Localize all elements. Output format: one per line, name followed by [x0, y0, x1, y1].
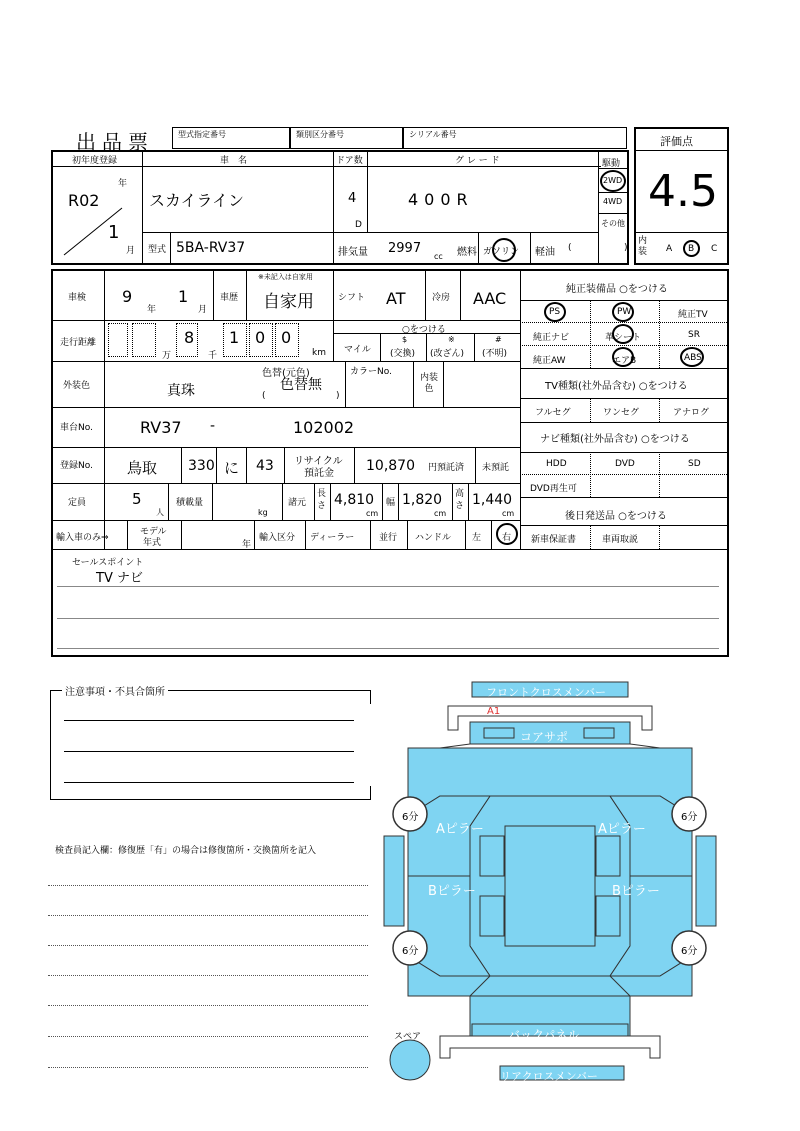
car-name: スカイライン: [149, 191, 245, 210]
width-value: 1,820: [402, 492, 443, 508]
equip-abs-circle: [680, 347, 704, 367]
navi-sd: SD: [688, 459, 701, 469]
load-kg-unit: kg: [258, 508, 268, 517]
shift-label: シフト: [338, 293, 366, 303]
import-division-label: 輸入区分: [259, 533, 296, 543]
mileage-km-unit: km: [312, 348, 326, 358]
first-reg-year: R02: [68, 191, 100, 210]
interior-a: A: [666, 244, 673, 254]
inspection-month: 1: [178, 287, 189, 306]
mileage-digit3: 0: [281, 328, 292, 347]
handle-label: ハンドル: [415, 533, 452, 543]
equip-airbag: エアB: [612, 356, 637, 366]
handle-right-circle: [496, 523, 518, 545]
inspection-label: 車検: [68, 293, 87, 303]
mileage-exchange: (交換): [390, 349, 416, 359]
navi-dvd: DVD: [615, 459, 635, 469]
equip-ps-circle: [544, 302, 566, 322]
mileage-label: 走行距離: [60, 338, 97, 348]
repaint-value: 色替無: [280, 377, 322, 393]
equip-tv: 純正TV: [678, 310, 708, 320]
mileage-unknown-sym: #: [495, 335, 502, 344]
inspector-label: 検査員記入欄：修復歴「有」の場合は修復箇所・交換箇所を記入: [55, 846, 317, 856]
mileage-sen-unit: 千: [208, 351, 218, 361]
grade: 400R: [408, 190, 474, 209]
width-cm: cm: [434, 509, 447, 518]
later-title: 後日発送品 ○をつける: [565, 511, 667, 522]
equip-pw-circle: [612, 302, 634, 322]
doors: 4: [348, 191, 357, 206]
interior-b-circle: [683, 240, 700, 257]
six-min-fr: 6分: [681, 812, 698, 823]
model-type-label: 型式: [148, 245, 167, 255]
recycle-label1: リサイクル: [294, 456, 343, 467]
interior-c: C: [711, 244, 718, 254]
length-label: 長さ: [317, 489, 327, 511]
capacity-unit: 人: [156, 508, 164, 517]
capacity-label: 定員: [68, 498, 87, 508]
spare-label: スペア: [394, 1032, 422, 1042]
equip-sr: SR: [688, 330, 700, 340]
registration-number: 43: [256, 458, 274, 474]
capacity-value: 5: [132, 490, 142, 508]
back-panel-label: バックパネル: [508, 1028, 580, 1042]
mileage-digit2: 0: [255, 328, 266, 347]
import-dealer: ディーラー: [310, 533, 355, 543]
first-reg-month-unit: 月: [126, 246, 136, 256]
history-value: 自家用: [263, 292, 314, 312]
tv-type-title: TV種類(社外品含む) ○をつける: [545, 381, 688, 392]
a1-mark: A1: [487, 706, 501, 717]
dims-label: 諸元: [288, 498, 307, 508]
interior-b: B: [688, 244, 695, 254]
equip-airbag-circle: [612, 347, 637, 367]
registration-area: 鳥取: [127, 459, 158, 477]
equip-leather-circle: [612, 324, 634, 344]
equip-leather: 革シート: [605, 333, 642, 343]
model-designation-label: 型式指定番号: [178, 130, 226, 139]
drive-2wd-circle: [600, 170, 626, 192]
drive-label: 駆動: [602, 159, 621, 169]
equip-ps: PS: [549, 307, 561, 317]
load-label: 積載量: [176, 498, 204, 508]
chassis-dash: -: [210, 418, 216, 434]
equipment-title: 純正装備品 ○をつける: [566, 284, 668, 295]
a-pillar-right-label: Aピラー: [598, 822, 646, 837]
chassis-prefix: RV37: [140, 418, 182, 437]
right-rocker: [696, 836, 716, 926]
chassis-number: 102002: [293, 418, 355, 437]
core-support-label: コアサポ: [520, 730, 569, 744]
import-label: 輸入車のみ⇒: [56, 533, 109, 543]
model-year-unit: 年: [242, 540, 252, 550]
mileage-man-unit: 万: [162, 351, 172, 361]
height-value: 1,440: [472, 492, 513, 508]
ac-label: 冷房: [432, 293, 451, 303]
rear-cross-label: リアクロスメンバー: [500, 1070, 598, 1083]
length-cm: cm: [366, 509, 379, 518]
diesel-paren-open: (: [568, 243, 572, 253]
mileage-tamper: (改ざん): [430, 349, 465, 359]
fuel-gasoline: ガソリン: [483, 247, 520, 257]
six-min-rl: 6分: [402, 946, 419, 957]
inspection-month-unit: 月: [198, 305, 208, 315]
recycle-undeposited: 未預託: [482, 463, 510, 473]
drive-4wd: 4WD: [603, 197, 623, 206]
handle-right: 右: [502, 533, 512, 543]
model-year-label2: 年式: [143, 538, 162, 548]
interior-label: 内装: [638, 236, 648, 257]
drive-other: その他: [601, 219, 625, 228]
recycle-amount: 10,870: [366, 458, 415, 474]
a-pillar-left-label: Aピラー: [436, 822, 484, 837]
navi-dvd-play: DVD再生可: [530, 484, 577, 494]
handle-left: 左: [472, 533, 482, 543]
import-parallel: 並行: [379, 533, 398, 543]
b-pillar-right-label: Bピラー: [612, 884, 660, 899]
notes-bracket: [50, 690, 370, 800]
sales-point-label: セールスポイント: [72, 558, 144, 568]
door-suffix: D: [355, 220, 362, 230]
equip-abs: ABS: [684, 353, 702, 363]
later-manual: 車両取説: [602, 535, 639, 545]
score-label: 評価点: [660, 135, 693, 148]
score-value: 4.5: [648, 166, 718, 217]
tv-oneseg: ワンセグ: [603, 408, 640, 418]
serial-label: シリアル番号: [409, 130, 457, 139]
drive-2wd: 2WD: [603, 176, 623, 185]
registration-class: 330: [188, 458, 215, 474]
history-note: ※未記入は自家用: [258, 273, 313, 281]
interior-color-label: 内装色: [419, 373, 438, 394]
spare-tire: [390, 1040, 430, 1080]
inspection-year-unit: 年: [147, 305, 157, 315]
navi-type-title: ナビ種類(社外品含む) ○をつける: [540, 434, 690, 445]
mileage-exchange-sym: $: [402, 335, 408, 344]
model-year-label1: モデル: [140, 527, 167, 537]
first-reg-year-unit: 年: [118, 179, 128, 189]
navi-hdd: HDD: [546, 459, 567, 469]
left-rocker: [384, 836, 404, 926]
equip-navi: 純正ナビ: [533, 333, 570, 343]
first-reg-month: 1: [108, 222, 120, 243]
six-min-rr: 6分: [681, 946, 698, 957]
b-pillar-left-label: Bピラー: [428, 884, 476, 899]
shift-value: AT: [386, 289, 406, 308]
height-label: 高さ: [455, 489, 465, 511]
color-no-label: カラーNo.: [350, 367, 392, 377]
tv-fullseg: フルセグ: [535, 408, 571, 418]
length-value: 4,810: [334, 492, 375, 508]
repaint-paren-close: ): [336, 391, 340, 401]
history-label: 車歴: [220, 293, 239, 303]
sales-point-text: TV ナビ: [96, 571, 143, 586]
six-min-fl: 6分: [402, 812, 419, 823]
fuel-circle: [492, 238, 516, 262]
recycle-label2: 預託金: [304, 468, 334, 479]
front-cross-label: フロントクロスメンバー: [486, 686, 607, 699]
ac-value: AAC: [473, 289, 507, 308]
width-label: 幅: [386, 498, 396, 508]
model-type: 5BA-RV37: [176, 240, 246, 256]
inspection-year: 9: [122, 287, 133, 306]
equip-aw: 純正AW: [533, 356, 566, 366]
mileage-digit1: 1: [229, 328, 240, 347]
mileage-mile: マイル: [344, 345, 371, 355]
recycle-deposited: 円預託済: [428, 463, 465, 473]
fuel-label: 燃料: [457, 247, 477, 258]
repaint-paren-open: (: [262, 391, 266, 401]
category-label: 類別区分番号: [296, 130, 344, 139]
cc-label: cc: [434, 252, 443, 261]
chassis-label: 車台No.: [60, 423, 93, 433]
first-reg-label: 初年度登録: [72, 156, 118, 166]
repaint-label: 色替(元色): [262, 368, 310, 379]
diesel-label: 軽油: [535, 247, 555, 258]
mileage-unknown: (不明): [482, 349, 508, 359]
notes-label: 注意事項・不具合箇所: [62, 683, 168, 698]
doors-label: ドア数: [336, 156, 363, 166]
displacement-label: 排気量: [338, 247, 368, 258]
mileage-circle-note: ○をつける: [402, 325, 446, 335]
grade-label: グ レ ー ド: [455, 156, 500, 166]
displacement: 2997: [388, 241, 422, 256]
mileage-thousand: 8: [184, 328, 195, 347]
tv-analog: アナログ: [673, 408, 710, 418]
diesel-paren-close: ): [624, 243, 628, 253]
page-title: 出品票: [76, 130, 154, 154]
height-cm: cm: [502, 509, 515, 518]
car-name-label: 車 名: [220, 156, 248, 166]
color-value: 真珠: [167, 383, 195, 399]
registration-kana: に: [224, 459, 240, 477]
color-label: 外装色: [63, 381, 91, 391]
registration-label: 登録No.: [60, 461, 93, 471]
equip-pw: PW: [617, 307, 632, 317]
later-warranty: 新車保証書: [531, 535, 577, 545]
mileage-tamper-sym: ※: [448, 335, 455, 344]
